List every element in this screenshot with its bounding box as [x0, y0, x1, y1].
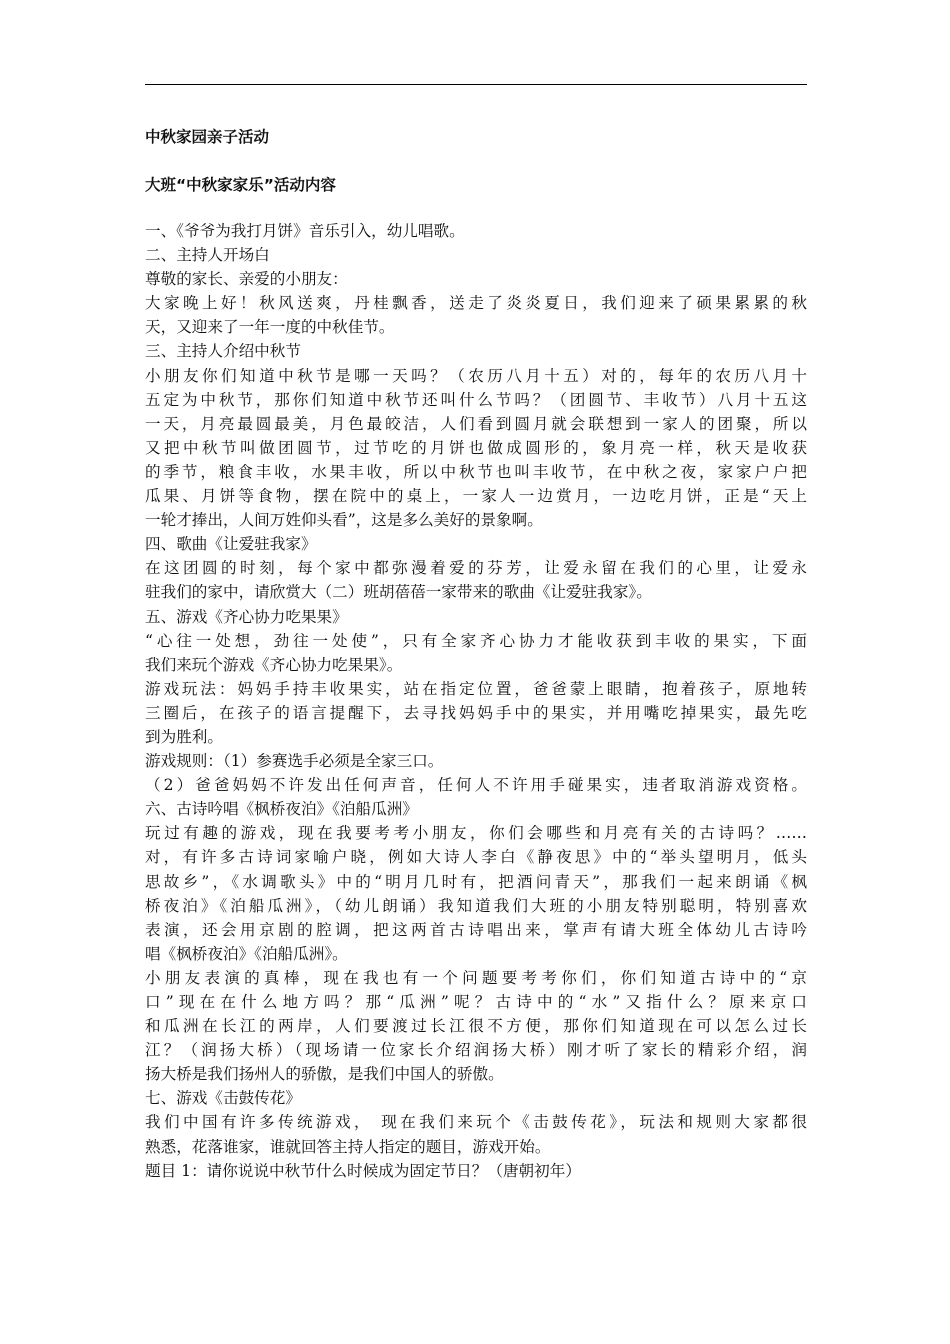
body-line: 五定为中秋节，那你们知道中秋节还叫什么节吗？（团圆节、丰收节）八月十五这: [145, 390, 807, 409]
body-line: 桥夜泊》《泊船瓜洲》，（幼儿朗诵）我知道我们大班的小朋友特别聪明，特别喜欢: [145, 896, 807, 915]
body-line: 瓜果、月饼等食物，摆在院中的桌上，一家人一边赏月，一边吃月饼，正是“天上: [145, 487, 807, 506]
body-line: 我们来玩个游戏《齐心协力吃果果》。: [145, 655, 403, 674]
body-line: 玩过有趣的游戏，现在我要考考小朋友，你们会哪些和月亮有关的古诗吗？……: [145, 824, 807, 843]
body-line: 我们中国有许多传统游戏， 现在我们来玩个《击鼓传花》，玩法和规则大家都很: [145, 1113, 807, 1132]
body-line: 七、游戏《击鼓传花》: [145, 1089, 301, 1108]
document-body: [145, 219, 807, 1183]
body-line: 三圈后，在孩子的语言提醒下，去寻找妈妈手中的果实，并用嘴吃掉果实，最先吃: [145, 703, 807, 722]
body-line: 到为胜利。: [145, 727, 223, 746]
body-line: 小朋友表演的真棒，现在我也有一个问题要考考你们，你们知道古诗中的“京: [145, 968, 807, 987]
body-line: 小朋友你们知道中秋节是哪一天吗？（农历八月十五）对的，每年的农历八月十: [145, 366, 807, 385]
document-title: 中秋家园亲子活动: [145, 128, 270, 146]
body-line: 和瓜洲在长江的两岸，人们要渡过长江很不方便，那你们知道现在可以怎么过长: [145, 1017, 807, 1036]
body-line: 天，又迎来了一年一度的中秋佳节。: [145, 318, 395, 337]
body-line: 思故乡”，《水调歌头》中的“明月几时有，把酒问青天”，那我们一起来朗诵《枫: [145, 872, 807, 891]
body-line: 大家晚上好！秋风送爽，丹桂飘香，送走了炎炎夏日，我们迎来了硕果累累的秋: [145, 294, 807, 313]
body-line: 驻我们的家中，请欣赏大（二）班胡蓓蓓一家带来的歌曲《让爱驻我家》。: [145, 583, 652, 602]
body-line: 口”现在在什么地方吗？那“瓜洲”呢？古诗中的“水”又指什么？原来京口: [145, 993, 807, 1011]
body-line: 六、古诗吟唱《枫桥夜泊》《泊船瓜洲》: [145, 800, 418, 819]
body-line: 一天，月亮最圆最美，月色最皎洁，人们看到圆月就会联想到一家人的团聚，所以: [145, 414, 807, 433]
body-line: 表演，还会用京剧的腔调，把这两首古诗唱出来，掌声有请大班全体幼儿古诗吟: [145, 920, 807, 939]
body-line: 扬大桥是我们扬州人的骄傲，是我们中国人的骄傲。: [145, 1065, 504, 1084]
body-line: 又把中秋节叫做团圆节，过节吃的月饼也做成圆形的，象月亮一样，秋天是收获: [145, 438, 807, 457]
body-line: 游戏规则：（1）参赛选手必须是全家三口。: [145, 752, 444, 771]
document-subtitle: 大班“中秋家家乐”活动内容: [145, 176, 336, 194]
body-line: 题目 1：请你说说中秋节什么时候成为固定节日？（唐朝初年）: [145, 1161, 581, 1180]
body-line: 在这团圆的时刻，每个家中都弥漫着爱的芬芳，让爱永留在我们的心里，让爱永: [145, 559, 807, 578]
body-line: （2）爸爸妈妈不许发出任何声音，任何人不许用手碰果实，违者取消游戏资格。: [145, 776, 807, 795]
header-rule: [145, 84, 807, 85]
body-line: 游戏玩法：妈妈手持丰收果实，站在指定位置，爸爸蒙上眼睛，抱着孩子，原地转: [145, 679, 807, 698]
body-line: 熟悉，花落谁家，谁就回答主持人指定的题目，游戏开始。: [145, 1137, 551, 1156]
body-line: 尊敬的家长、亲爱的小朋友：: [145, 270, 348, 289]
body-line: “心往一处想，劲往一处使”，只有全家齐心协力才能收获到丰收的果实，下面: [145, 631, 807, 650]
body-line: 一、《爷爷为我打月饼》音乐引入，幼儿唱歌。: [145, 222, 465, 240]
body-line: 的季节，粮食丰收，水果丰收，所以中秋节也叫丰收节，在中秋之夜，家家户户把: [145, 462, 807, 481]
body-line: 二、主持人开场白: [145, 246, 270, 265]
body-line: 五、游戏《齐心协力吃果果》: [145, 607, 348, 626]
document-page: [145, 0, 807, 1344]
body-line: 四、歌曲《让爱驻我家》: [145, 535, 317, 554]
body-line: 对，有许多古诗词家喻户晓，例如大诗人李白《静夜思》中的“举头望明月，低头: [145, 848, 807, 867]
body-line: 唱《枫桥夜泊》《泊船瓜洲》。: [145, 944, 348, 963]
body-line: 一轮才捧出，人间万姓仰头看”，这是多么美好的景象啊。: [145, 511, 543, 530]
body-line: 三、主持人介绍中秋节: [145, 342, 301, 361]
body-line: 江？（润扬大桥）（现场请一位家长介绍润扬大桥）刚才听了家长的精彩介绍，润: [145, 1041, 807, 1060]
